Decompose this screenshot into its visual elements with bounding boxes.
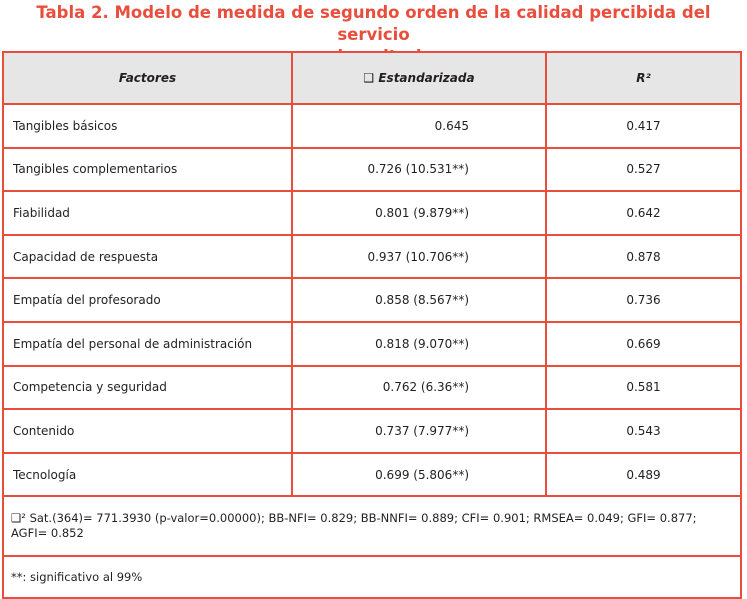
r2-cell: 0.878 [546,235,741,279]
est-cell: 0.737 (7.977**) [292,409,546,453]
r2-cell: 0.417 [546,104,741,148]
note-row-stats [3,496,741,556]
r2-cell: 0.489 [546,453,741,497]
factor-cell: Fiabilidad [3,191,292,235]
est-cell: 0.937 (10.706**) [292,235,546,279]
factor-cell: Empatía del profesorado [3,278,292,322]
factor-cell: Competencia y seguridad [3,366,292,410]
significance-note: **: significativo al 99% [3,556,741,598]
r2-cell: 0.543 [546,409,741,453]
est-cell: 0.762 (6.36**) [292,366,546,410]
est-cell: 0.645 [292,104,546,148]
factor-cell: Tecnología [3,453,292,497]
factor-cell: Empatía del personal de administración [3,322,292,366]
data-table [2,51,742,599]
est-cell: 0.726 (10.531**) [292,148,546,192]
est-cell: 0.858 (8.567**) [292,278,546,322]
header-row [3,52,741,104]
table-row [3,409,741,453]
r2-cell: 0.527 [546,148,741,192]
table-row [3,235,741,279]
header-estandarizada: ❑ Estandarizada [292,52,546,104]
r2-cell: 0.642 [546,191,741,235]
factor-cell: Tangibles complementarios [3,148,292,192]
r2-cell: 0.669 [546,322,741,366]
note-row-significance [3,556,741,598]
r2-cell: 0.736 [546,278,741,322]
header-factores: Factores [3,52,292,104]
table-row [3,278,741,322]
factor-cell: Contenido [3,409,292,453]
est-cell: 0.699 (5.806**) [292,453,546,497]
factor-cell: Tangibles básicos [3,104,292,148]
fit-statistics-note: ❑² Sat.(364)= 771.3930 (p-valor=0.00000); BB-NFI= 0.829; BB-NNFI= 0.889; CFI= 0.901; RMSEA= 0.049; GFI= 0.877; AGFI= 0.852 [3,496,741,556]
est-cell: 0.801 (9.879**) [292,191,546,235]
table-row [3,191,741,235]
table-row [3,104,741,148]
table-row [3,453,741,497]
table-row [3,148,741,192]
header-r2: R² [546,52,741,104]
factor-cell: Capacidad de respuesta [3,235,292,279]
table-title-line1: Tabla 2. Modelo de medida de segundo orden de la calidad percibida del servicio [36,3,711,44]
table-row [3,322,741,366]
table-row [3,366,741,410]
est-cell: 0.818 (9.070**) [292,322,546,366]
r2-cell: 0.581 [546,366,741,410]
